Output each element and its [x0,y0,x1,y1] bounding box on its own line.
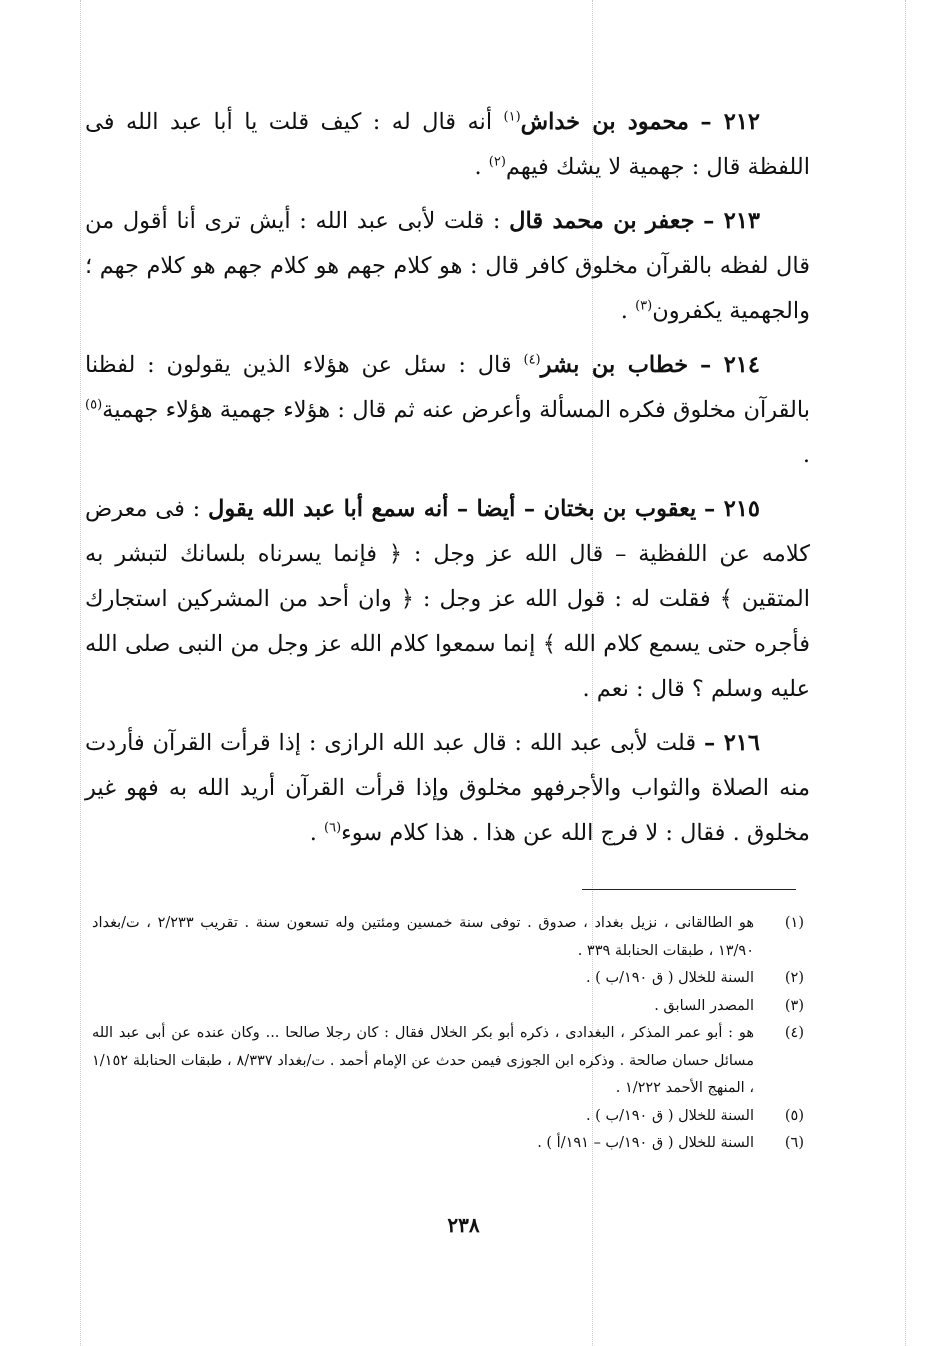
paragraph-text: قلت لأبى عبد الله : قال عبد الله الرازى : إذا قرأت القرآن فأردت منه الصلاة والثواب والأجرفهو مخلوق وإذا قرأت القرآن أريد الله به فهو غير مخلوق . فقال : لا فرج الله عن هذا . هذا كلام سوء [85,730,810,846]
paragraph-heading: يعقوب بن بختان – أيضا – أنه سمع أبا عبد الله يقول [207,496,697,522]
paragraph-text: : قلت لأبى عبد الله : أيش ترى أنا أقول من قال لفظه بالقرآن مخلوق كافر قال : هو كلام جهم هو كلام جهم هو كلام جهم ؛ والجهمية يكفرون [85,208,810,324]
paragraph-215 [85,487,810,712]
footnote-marker: (٣) [784,997,804,1014]
paragraph-212 [85,100,810,190]
footnote-marker: (٥) [784,1107,804,1124]
footnote-marker: (١) [784,915,804,931]
paragraph-number: ٢١٣ – [703,208,760,234]
paragraph-tail: . [474,154,489,180]
footnote-text: السنة للخلال ( ق ١٩٠/ب ) . [585,1107,754,1124]
footnote-item [92,993,804,1021]
footnote-item [92,910,804,965]
footnote-ref: (٣) [635,298,653,314]
footnote-item [92,1103,804,1131]
footnote-ref: (٥) [85,397,103,413]
paragraph-216 [85,721,810,856]
paragraph-text: : فى معرض كلامه عن اللفظية – قال الله عز وجل : ﴿ فإنما يسرناه بلسانك لتبشر به المتقين ﴾ فقلت له : قول الله عز وجل : ﴿ وان أحد من المشركين استجارك فأجره حتى يسمع كلام الله ﴾ إنما سمعوا كلام الله عز وجل من النبى صلى الله عليه وسلم ؟ قال : نعم [85,496,810,702]
paragraph-heading: محمود بن خداش [520,109,689,135]
footnote-item [92,965,804,993]
paragraph-heading: خطاب بن بشر [540,352,689,378]
paragraph-tail: . [309,820,325,846]
paragraph-tail: . [802,442,810,468]
paragraph-heading: جعفر بن محمد قال [509,208,695,234]
footnote-item [92,1020,804,1103]
footnotes-section [92,910,804,1158]
footnote-ref: (٤) [523,352,541,368]
footnote-text: السنة للخلال ( ق ١٩٠/ب ) . [585,970,754,986]
footnote-item [92,1130,804,1158]
paragraph-number: ٢١٥ – [704,496,761,522]
footnote-ref: (١) [503,109,521,125]
footnote-marker: (٦) [784,1135,804,1151]
footnote-text: هو الطالقانى ، نزيل بغداد ، صدوق . توفى سنة خمسين ومئتين وله تسعون سنة . تقريب ٢/٢٣٣ ، ت/بغداد ١٣/٩٠ ، طبقات الحنابلة ٣٣٩ . [92,915,754,959]
main-text-body [85,100,810,865]
footnote-ref: (٦) [324,820,342,836]
scan-artifact-line [905,0,906,1346]
footnote-separator [582,889,796,890]
scan-artifact-line [80,0,81,1346]
footnote-text: السنة للخلال ( ق ١٩٠/ب – ١٩١/أ ) . [537,1135,754,1151]
footnote-marker: (٢) [784,970,804,986]
paragraph-213 [85,199,810,334]
paragraph-tail: . [620,298,636,324]
paragraph-number: ٢١٦ – [703,730,760,756]
paragraph-number: ٢١٢ – [700,109,760,135]
footnote-text: هو : أبو عمر المذكر ، البغدادى ، ذكره أبو بكر الخلال فقال : كان رجلا صالحا ... وكان عنده عن أبى عبد الله مسائل حسان صالحة . وذكره ابن الجوزى فيمن حدث عن الإمام أحمد . ت/بغداد ٨/٣٣٧ ، طبقات الحنابلة ١/١٥٢ ، المنهج الأحمد ١/٢٢٢ . [92,1025,754,1096]
paragraph-text: قال : سئل عن هؤلاء الذين يقولون : لفظنا بالقرآن مخلوق فكره المسألة وأعرض عنه ثم قال : هؤلاء جهمية هؤلاء جهمية [85,352,810,423]
paragraph-tail: . [582,676,597,702]
paragraph-number: ٢١٤ – [699,352,760,378]
footnote-text: المصدر السابق . [654,997,754,1014]
page-number: ٢٣٨ [447,1213,480,1237]
paragraph-214 [85,343,810,478]
footnote-marker: (٤) [784,1025,804,1041]
paragraph-text: أنه قال له : كيف قلت يا أبا عبد الله فى اللفظة قال : جهمية لا يشك فيهم [85,109,810,180]
footnote-ref: (٢) [488,154,506,170]
